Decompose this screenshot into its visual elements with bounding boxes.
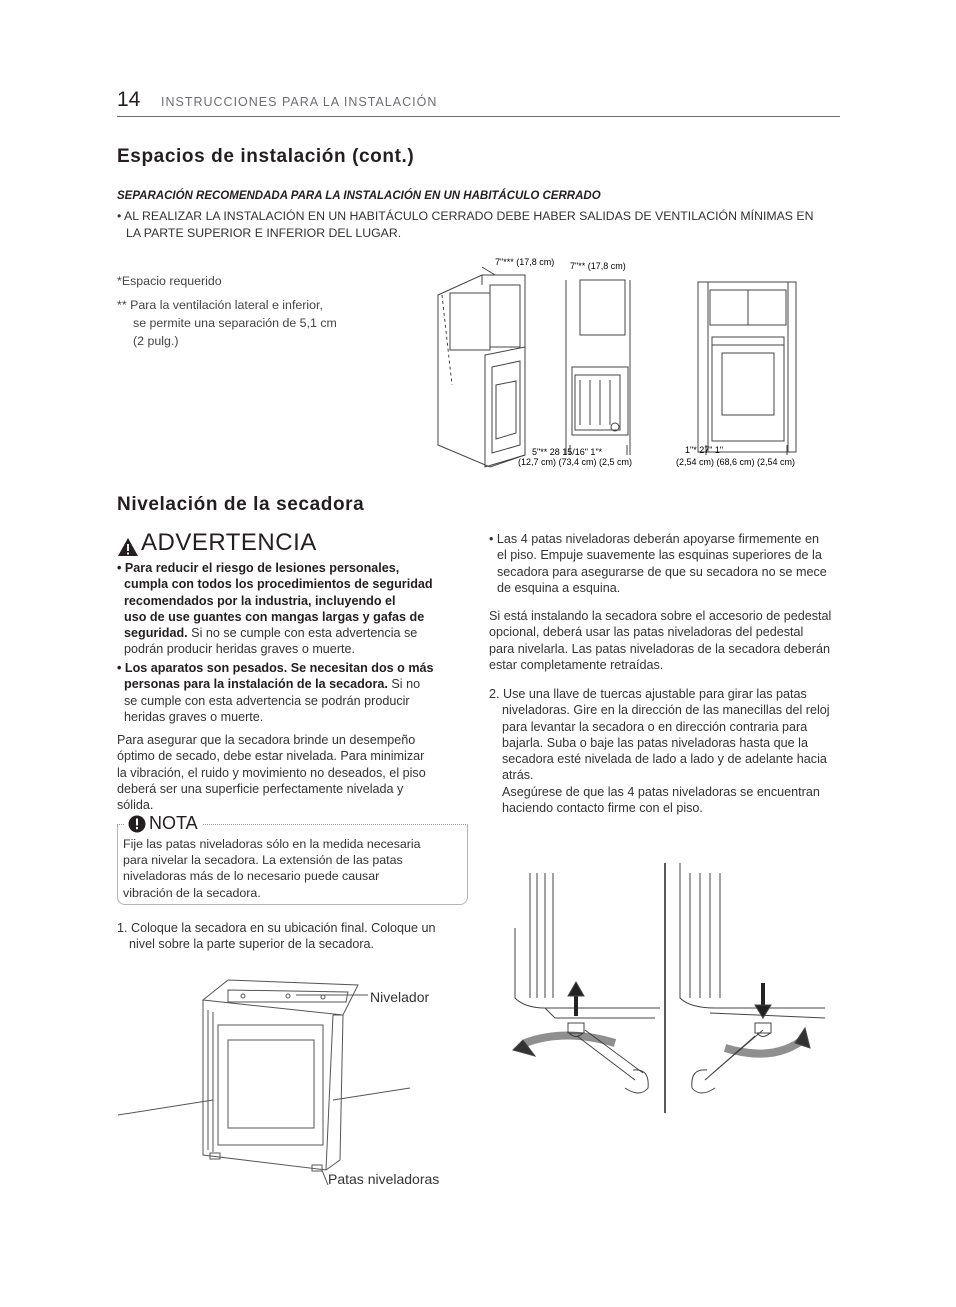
bullet-line-2: LA PARTE SUPERIOR E INFERIOR DEL LUGAR.: [126, 226, 402, 240]
page-number: 14: [117, 88, 141, 111]
nota-label: [124, 813, 202, 834]
step2-line: haciendo contacto firme con el piso.: [502, 801, 703, 816]
warn1-line4: uso de use guantes con mangas largas y gafas de: [124, 609, 425, 624]
warn1-line5-normal: Si no se cumple con esta advertencia se: [187, 626, 418, 641]
nota-line: Fije las patas niveladoras sólo en la medida necesaria: [123, 837, 421, 851]
label-nivelador: Nivelador: [370, 989, 430, 1005]
info-exclamation-icon: [128, 815, 146, 833]
top-dim-2: 7"** (17,8 cm): [570, 261, 626, 271]
warn2-line4: heridas graves o muerte.: [124, 709, 264, 724]
bullet-line-1: • AL REALIZAR LA INSTALACIÓN EN UN HABITÁCULO CERRADO DEBE HABER SALIDAS DE VENTILACIÓN MÍNIMAS EN: [117, 209, 814, 223]
step1-line: nivel sobre la parte superior de la secadora.: [129, 937, 375, 952]
section-title-nivelacion: Nivelación de la secadora: [117, 494, 365, 515]
step2-line: bajarla. Suba o baje las patas niveladoras hasta que la: [502, 735, 808, 750]
subheading-separacion: SEPARACIÓN RECOMENDADA PARA LA INSTALACIÓN EN UN HABITÁCULO CERRADO: [117, 190, 601, 202]
right-bullet-line: de esquina a esquina.: [497, 580, 621, 595]
warn2-line1: • Los aparatos son pesados. Se necesitan dos o más: [117, 661, 434, 675]
step2-line: Asegúrese de que las 4 patas niveladoras se encuentran: [502, 784, 820, 799]
note-vent-3: (2 pulg.): [133, 334, 179, 348]
note-vent-2: se permite una separación de 5,1 cm: [133, 316, 337, 330]
para1-line: la vibración, el ruido y movimiento no deseados, el piso: [117, 765, 426, 780]
pedestal-line: opcional, deberá usar las patas niveladoras del pedestal: [489, 625, 804, 640]
para1-line: sólida.: [117, 798, 154, 813]
step2-line: niveladoras. Gire en la dirección de las manecillas del reloj: [502, 703, 830, 718]
side-dims-cm: (12,7 cm) (73,4 cm) (2,5 cm): [518, 457, 633, 467]
warn1-line6: podrán producir heridas graves o muerte.: [124, 642, 356, 657]
running-title: INSTRUCCIONES PARA LA INSTALACIÓN: [161, 95, 438, 109]
leveling-paragraph: [117, 732, 426, 813]
page-header: [117, 88, 840, 117]
nota-line: para nivelar la secadora. La extensión de las patas: [123, 853, 403, 868]
warn1-line1: • Para reducir el riesgo de lesiones personales,: [117, 561, 400, 575]
right-bullet: [489, 531, 827, 596]
label-patas-niveladoras: Patas niveladoras: [328, 1171, 440, 1187]
right-bullet-line: • Las 4 patas niveladoras deberán apoyarse firmemente en: [489, 532, 819, 546]
warn2-line3: se cumple con esta advertencia se podrán producir: [124, 693, 410, 708]
note-required: *Espacio requerido: [117, 274, 222, 288]
note-vent-1: ** Para la ventilación lateral e inferior,: [117, 298, 323, 312]
nota-label-text: NOTA: [149, 813, 198, 833]
para1-line: óptimo de secado, debe estar nivelada. Para minimizar: [117, 749, 425, 764]
warning-title-text: ADVERTENCIA: [141, 529, 317, 556]
nota-line: niveladoras más de lo necesario puede causar: [123, 869, 380, 884]
front-dims-in: 1"* 27" 1": [685, 445, 724, 455]
warning-bullet-1: [117, 560, 433, 658]
pedestal-line: Si está instalando la secadora sobre el accesorio de pedestal: [489, 609, 832, 623]
top-dim-1: 7"*** (17,8 cm): [495, 257, 555, 267]
warn1-line5-bold: seguridad.: [124, 626, 188, 641]
wrench-adjust-illustration: [505, 858, 835, 1118]
para1-line: deberá ser una superficie perfectamente nivelada y: [117, 781, 404, 796]
step-2: [489, 686, 830, 816]
warn2-line2-bold: personas para la instalación de la secadora.: [124, 677, 388, 692]
nota-text: [123, 836, 421, 901]
warning-title: [117, 529, 317, 557]
right-bullet-line: el piso. Empuje suavemente las esquinas superiores de la: [497, 548, 822, 563]
warn2-line2-normal: Si no: [387, 677, 421, 692]
para1-line: Para asegurar que la secadora brinde un desempeño: [117, 733, 416, 747]
nota-line: vibración de la secadora.: [123, 885, 261, 900]
warn1-line2: cumpla con todos los procedimientos de seguridad: [124, 577, 433, 592]
step2-line: 2. Use una llave de tuercas ajustable para girar las patas: [489, 687, 807, 701]
step2-line: secadora esté nivelada de lado a lado y de adelante hacia: [502, 752, 827, 767]
step2-line: para levantar la secadora o en dirección contraria para: [502, 719, 808, 734]
warn1-line3: recomendados por la industria, incluyendo el: [124, 593, 396, 608]
closet-clearance-diagram: [430, 255, 840, 470]
warning-triangle-icon: [117, 537, 139, 557]
right-bullet-line: secadora para asegurarse de que su secadora no se mece: [497, 564, 827, 579]
pedestal-line: para nivelarla. Las patas niveladoras de la secadora deberán: [489, 641, 830, 656]
step1-line: 1. Coloque la secadora en su ubicación final. Coloque un: [117, 921, 436, 935]
step2-line: atrás.: [502, 768, 534, 783]
pedestal-paragraph: [489, 608, 831, 673]
warning-bullet-2: [117, 660, 434, 725]
front-dims-cm: (2,54 cm) (68,6 cm) (2,54 cm): [676, 457, 796, 467]
section-title-espacios: Espacios de instalación (cont.): [117, 146, 415, 167]
side-dims-in: 5"** 28 15/16" 1"*: [532, 447, 603, 457]
step-1: [117, 920, 436, 953]
pedestal-line: estar completamente retraídas.: [489, 657, 664, 672]
